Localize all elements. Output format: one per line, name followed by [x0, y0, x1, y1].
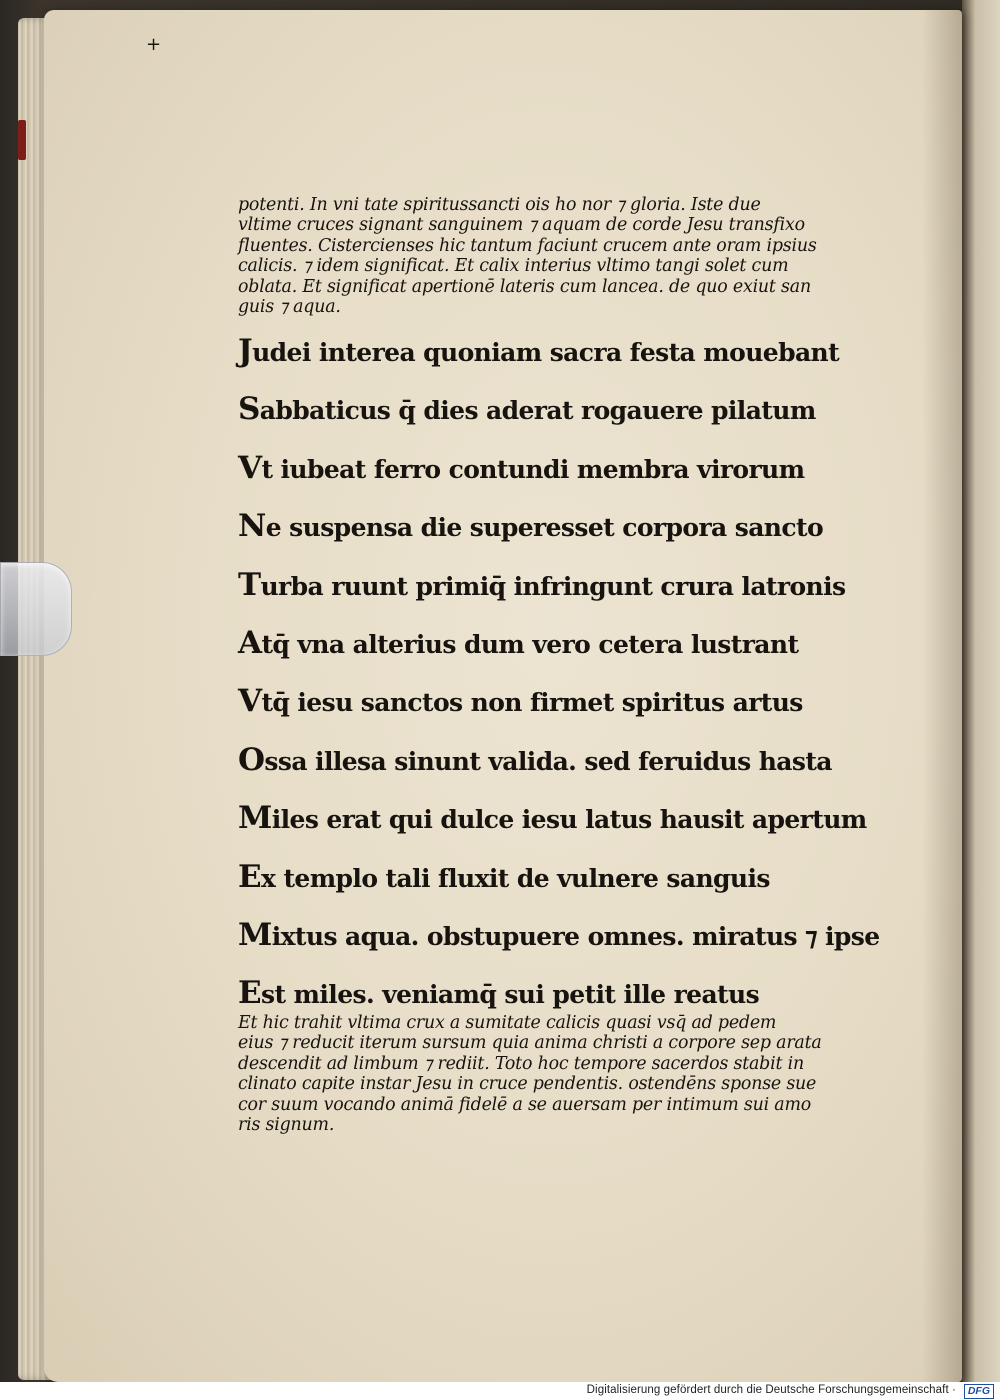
- verse-text: ssa illesa sinunt valida. sed feruidus hasta: [264, 746, 832, 776]
- verse-text: urba ruunt primiq̄ infringunt crura latronis: [260, 571, 846, 601]
- verse-text: iles erat qui dulce iesu latus hausit apertum: [271, 805, 867, 835]
- verse-line: [238, 440, 880, 498]
- verse-line: [238, 673, 880, 731]
- verse-line: [238, 732, 880, 790]
- facing-page-edge: [962, 0, 1000, 1400]
- commentary-line: eius ⁊ reducit iterum sursum quia anima christi a corpore sep arata: [238, 1033, 822, 1054]
- verse-initial: J: [238, 333, 253, 369]
- verse-initial: M: [238, 917, 272, 954]
- page-marker: +: [146, 34, 162, 55]
- bookmark-ribbon: [18, 120, 26, 160]
- verse-text: udei interea quoniam sacra festa mouebant: [252, 338, 840, 367]
- verse-text: x templo tali fluxit de vulnere sanguis: [261, 863, 770, 893]
- verse-text: tq̄ vna alterius dum vero cetera lustrant: [261, 630, 799, 660]
- funding-notice: Digitalisierung gefördert durch die Deutsche Forschungsgemeinschaft ·: [586, 1384, 956, 1396]
- verse-initial: E: [238, 858, 262, 895]
- commentary-line: clinato capite instar Jesu in cruce pendentis. ostendēns sponse sue: [238, 1074, 817, 1095]
- commentary-line: cor suum vocando animā fidelē a se auersam per intimum sui amo: [238, 1094, 812, 1115]
- commentary-line: Et hic trahit vltima crux a sumitate calicis quasi vsq̄ ad pedem: [238, 1013, 777, 1033]
- verse-initial: V: [238, 683, 262, 720]
- commentary-line: guis ⁊ aqua.: [238, 297, 341, 318]
- verse-line: [238, 790, 880, 848]
- verse-initial: M: [238, 800, 272, 837]
- verse-text: st miles. veniamq̄ sui petit ille reatus: [261, 980, 760, 1010]
- verse-line: [238, 849, 880, 907]
- verse-line: [238, 381, 880, 439]
- commentary-line: vltime cruces signant sanguinem ⁊ aquam de corde Jesu transfixo: [238, 215, 805, 236]
- verse-text: t iubeat ferro contundi membra virorum: [261, 454, 805, 484]
- verse-initial: E: [238, 975, 262, 1012]
- verse-text: abbaticus q̄ dies aderat rogauere pilatum: [259, 396, 816, 426]
- verse-block: [238, 323, 880, 1024]
- verse-text: tq̄ iesu sanctos non firmet spiritus artus: [261, 688, 803, 718]
- commentary-line: fluentes. Cistercienses hic tantum faciunt crucem ante oram ipsius: [238, 235, 817, 256]
- verse-initial: S: [238, 391, 260, 428]
- lower-commentary: [238, 1013, 822, 1135]
- verse-line: [238, 615, 880, 673]
- commentary-line: ris signum.: [238, 1115, 335, 1136]
- verse-initial: N: [238, 508, 266, 545]
- page-gutter-shadow: [922, 10, 962, 1382]
- commentary-line: calicis. ⁊ idem significat. Et calix interius vltimo tangi solet cum: [238, 256, 789, 277]
- page-clip: [0, 562, 72, 656]
- upper-commentary: [238, 195, 817, 317]
- verse-text: ixtus aqua. obstupuere omnes. miratus ⁊ ipse: [271, 922, 880, 952]
- verse-line: [238, 498, 880, 556]
- verse-initial: V: [238, 449, 262, 486]
- verse-initial: O: [238, 741, 265, 778]
- commentary-line: potenti. In vni tate spiritussancti ois ho nor ⁊ gloria. Iste due: [238, 195, 761, 215]
- commentary-line: oblata. Et significat apertionē lateris cum lancea. de quo exiut san: [238, 276, 811, 297]
- verse-text: e suspensa die superesset corpora sancto: [265, 513, 824, 543]
- verse-line: [238, 557, 880, 615]
- verse-line: [238, 323, 880, 381]
- dfg-logo: DFG: [964, 1384, 994, 1399]
- verse-initial: T: [238, 566, 261, 603]
- verse-initial: A: [238, 625, 262, 662]
- verse-line: [238, 907, 880, 965]
- commentary-line: descendit ad limbum ⁊ rediit. Toto hoc tempore sacerdos stabit in: [238, 1053, 804, 1074]
